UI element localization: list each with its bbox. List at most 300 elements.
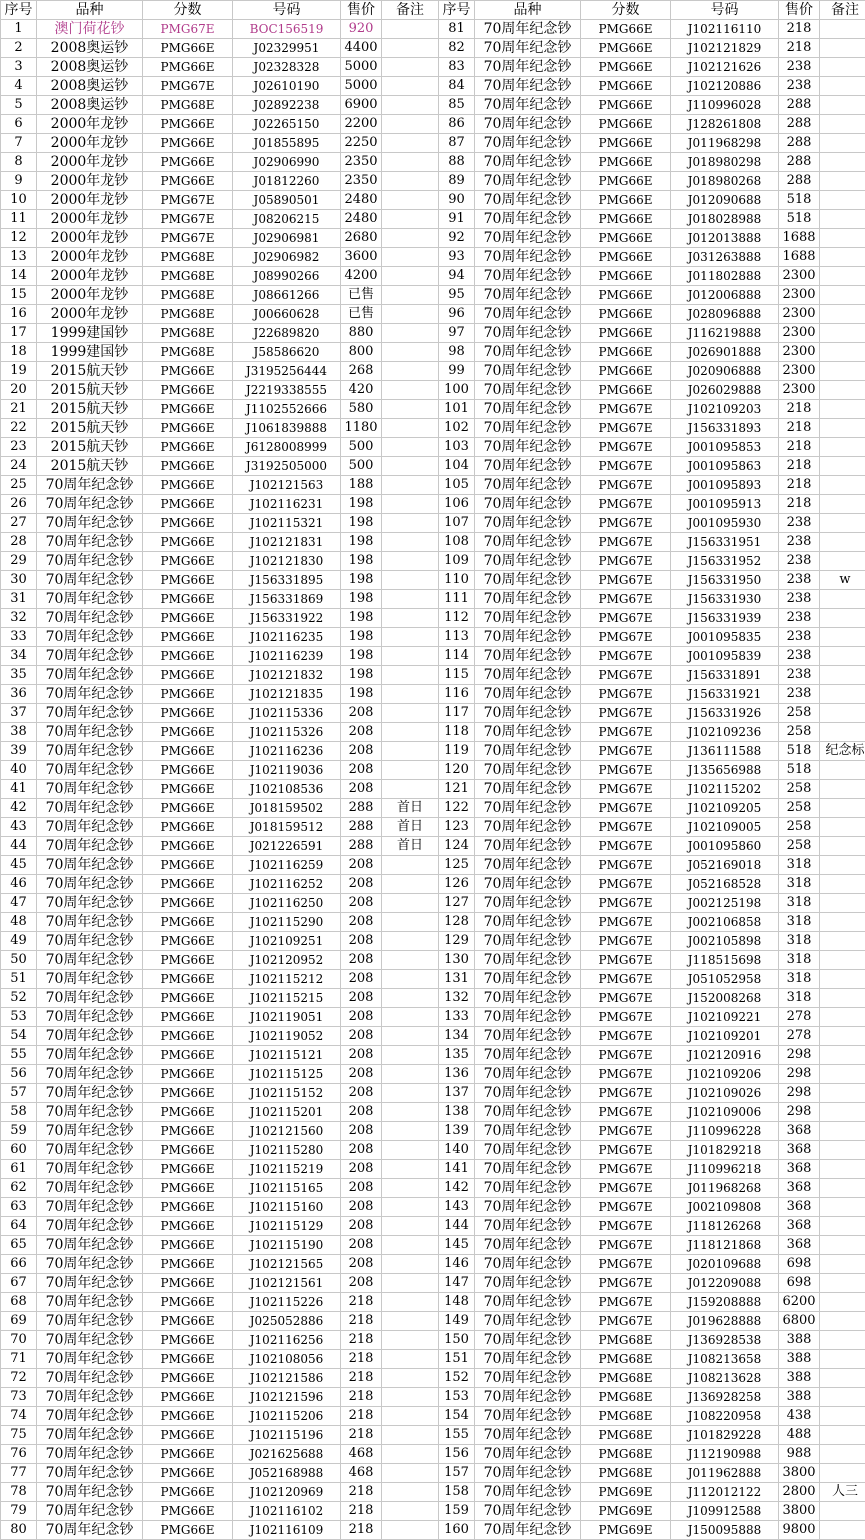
cell-price-left[interactable]: 6900 <box>341 96 382 115</box>
cell-index-left[interactable]: 46 <box>1 875 37 894</box>
cell-serial-right[interactable]: J156331921 <box>671 685 779 704</box>
cell-serial-left[interactable]: J102115226 <box>233 1293 341 1312</box>
cell-variety-right[interactable]: 70周年纪念钞 <box>475 400 581 419</box>
cell-grade-left[interactable]: PMG67E <box>143 20 233 39</box>
cell-grade-right[interactable]: PMG67E <box>581 1141 671 1160</box>
cell-serial-right[interactable]: J011962888 <box>671 1464 779 1483</box>
cell-grade-left[interactable]: PMG66E <box>143 685 233 704</box>
cell-index-left[interactable]: 51 <box>1 970 37 989</box>
cell-grade-left[interactable]: PMG66E <box>143 837 233 856</box>
cell-note-left[interactable] <box>382 153 439 172</box>
cell-grade-left[interactable]: PMG66E <box>143 1502 233 1521</box>
cell-variety-left[interactable]: 2000年龙钞 <box>37 305 143 324</box>
cell-note-right[interactable] <box>820 1388 865 1407</box>
cell-variety-left[interactable]: 70周年纪念钞 <box>37 1312 143 1331</box>
cell-price-left[interactable]: 208 <box>341 1084 382 1103</box>
cell-grade-right[interactable]: PMG67E <box>581 913 671 932</box>
cell-index-left[interactable]: 65 <box>1 1236 37 1255</box>
cell-variety-right[interactable]: 70周年纪念钞 <box>475 153 581 172</box>
cell-index-left[interactable]: 11 <box>1 210 37 229</box>
cell-note-right[interactable] <box>820 1293 865 1312</box>
cell-serial-right[interactable]: J156331926 <box>671 704 779 723</box>
cell-variety-left[interactable]: 70周年纪念钞 <box>37 1217 143 1236</box>
cell-note-left[interactable] <box>382 970 439 989</box>
cell-note-right[interactable] <box>820 134 865 153</box>
cell-grade-right[interactable]: PMG67E <box>581 438 671 457</box>
cell-variety-right[interactable]: 70周年纪念钞 <box>475 343 581 362</box>
cell-serial-left[interactable]: J156331869 <box>233 590 341 609</box>
cell-price-left[interactable]: 288 <box>341 799 382 818</box>
cell-variety-left[interactable]: 70周年纪念钞 <box>37 685 143 704</box>
cell-index-right[interactable]: 118 <box>439 723 475 742</box>
cell-index-left[interactable]: 56 <box>1 1065 37 1084</box>
cell-serial-left[interactable]: J6128008999 <box>233 438 341 457</box>
cell-note-left[interactable] <box>382 932 439 951</box>
cell-grade-left[interactable]: PMG66E <box>143 1483 233 1502</box>
cell-note-right[interactable] <box>820 1065 865 1084</box>
cell-index-left[interactable]: 4 <box>1 77 37 96</box>
cell-serial-right[interactable]: J001095835 <box>671 628 779 647</box>
cell-note-left[interactable] <box>382 1331 439 1350</box>
cell-note-right[interactable] <box>820 894 865 913</box>
cell-price-left[interactable]: 468 <box>341 1464 382 1483</box>
cell-variety-left[interactable]: 70周年纪念钞 <box>37 761 143 780</box>
cell-serial-left[interactable]: J021625688 <box>233 1445 341 1464</box>
cell-variety-right[interactable]: 70周年纪念钞 <box>475 1388 581 1407</box>
cell-note-left[interactable] <box>382 1426 439 1445</box>
cell-price-right[interactable]: 258 <box>779 799 820 818</box>
cell-variety-right[interactable]: 70周年纪念钞 <box>475 1464 581 1483</box>
cell-note-left[interactable] <box>382 704 439 723</box>
cell-serial-right[interactable]: J102109236 <box>671 723 779 742</box>
cell-note-right[interactable]: 人三 <box>820 1483 865 1502</box>
cell-grade-right[interactable]: PMG66E <box>581 248 671 267</box>
cell-variety-left[interactable]: 70周年纪念钞 <box>37 1483 143 1502</box>
cell-serial-left[interactable]: J22689820 <box>233 324 341 343</box>
cell-note-left[interactable] <box>382 58 439 77</box>
cell-variety-right[interactable]: 70周年纪念钞 <box>475 514 581 533</box>
cell-variety-right[interactable]: 70周年纪念钞 <box>475 685 581 704</box>
cell-note-right[interactable] <box>820 1179 865 1198</box>
cell-variety-right[interactable]: 70周年纪念钞 <box>475 248 581 267</box>
cell-serial-left[interactable]: J102115129 <box>233 1217 341 1236</box>
cell-variety-left[interactable]: 2008奥运钞 <box>37 58 143 77</box>
cell-grade-left[interactable]: PMG66E <box>143 780 233 799</box>
cell-serial-right[interactable]: J110996228 <box>671 1122 779 1141</box>
cell-serial-right[interactable]: J052168528 <box>671 875 779 894</box>
cell-price-right[interactable]: 368 <box>779 1198 820 1217</box>
cell-serial-right[interactable]: J112012122 <box>671 1483 779 1502</box>
cell-variety-left[interactable]: 70周年纪念钞 <box>37 571 143 590</box>
cell-price-left[interactable]: 268 <box>341 362 382 381</box>
cell-note-left[interactable] <box>382 438 439 457</box>
cell-serial-left[interactable]: J102108536 <box>233 780 341 799</box>
cell-price-left[interactable]: 218 <box>341 1331 382 1350</box>
cell-index-right[interactable]: 145 <box>439 1236 475 1255</box>
cell-price-right[interactable]: 318 <box>779 856 820 875</box>
cell-serial-right[interactable]: J135656988 <box>671 761 779 780</box>
cell-serial-right[interactable]: J118126268 <box>671 1217 779 1236</box>
cell-index-right[interactable]: 157 <box>439 1464 475 1483</box>
cell-variety-right[interactable]: 70周年纪念钞 <box>475 419 581 438</box>
cell-index-left[interactable]: 34 <box>1 647 37 666</box>
cell-note-left[interactable] <box>382 210 439 229</box>
cell-note-left[interactable] <box>382 1483 439 1502</box>
cell-variety-right[interactable]: 70周年纪念钞 <box>475 1027 581 1046</box>
cell-note-left[interactable] <box>382 1198 439 1217</box>
cell-grade-left[interactable]: PMG66E <box>143 39 233 58</box>
cell-grade-right[interactable]: PMG67E <box>581 1217 671 1236</box>
cell-grade-right[interactable]: PMG66E <box>581 58 671 77</box>
cell-variety-right[interactable]: 70周年纪念钞 <box>475 39 581 58</box>
cell-note-left[interactable] <box>382 1103 439 1122</box>
cell-price-left[interactable]: 208 <box>341 1255 382 1274</box>
cell-variety-right[interactable]: 70周年纪念钞 <box>475 799 581 818</box>
cell-serial-right[interactable]: J001095913 <box>671 495 779 514</box>
cell-serial-left[interactable]: J102115125 <box>233 1065 341 1084</box>
cell-variety-left[interactable]: 70周年纪念钞 <box>37 590 143 609</box>
cell-price-left[interactable]: 500 <box>341 438 382 457</box>
cell-note-left[interactable] <box>382 457 439 476</box>
cell-index-left[interactable]: 61 <box>1 1160 37 1179</box>
header-serial-left[interactable]: 号码 <box>233 1 341 20</box>
cell-serial-right[interactable]: J102115202 <box>671 780 779 799</box>
cell-price-right[interactable]: 318 <box>779 989 820 1008</box>
header-serial-right[interactable]: 号码 <box>671 1 779 20</box>
cell-price-right[interactable]: 388 <box>779 1350 820 1369</box>
cell-variety-left[interactable]: 2015航天钞 <box>37 419 143 438</box>
cell-variety-right[interactable]: 70周年纪念钞 <box>475 666 581 685</box>
cell-note-right[interactable] <box>820 970 865 989</box>
cell-index-right[interactable]: 122 <box>439 799 475 818</box>
cell-index-right[interactable]: 129 <box>439 932 475 951</box>
cell-note-left[interactable] <box>382 1521 439 1540</box>
cell-note-right[interactable] <box>820 1255 865 1274</box>
cell-price-left[interactable]: 198 <box>341 685 382 704</box>
cell-note-right[interactable] <box>820 1426 865 1445</box>
cell-serial-left[interactable]: J102116109 <box>233 1521 341 1540</box>
cell-variety-right[interactable]: 70周年纪念钞 <box>475 77 581 96</box>
cell-index-right[interactable]: 128 <box>439 913 475 932</box>
cell-price-right[interactable]: 218 <box>779 457 820 476</box>
cell-index-left[interactable]: 49 <box>1 932 37 951</box>
cell-index-left[interactable]: 78 <box>1 1483 37 1502</box>
cell-price-right[interactable]: 218 <box>779 476 820 495</box>
cell-index-left[interactable]: 58 <box>1 1103 37 1122</box>
cell-index-left[interactable]: 80 <box>1 1521 37 1540</box>
cell-serial-left[interactable]: J102115201 <box>233 1103 341 1122</box>
cell-price-left[interactable]: 208 <box>341 723 382 742</box>
cell-serial-left[interactable]: J102121563 <box>233 476 341 495</box>
cell-note-right[interactable] <box>820 1502 865 1521</box>
cell-price-left[interactable]: 218 <box>341 1502 382 1521</box>
cell-price-left[interactable]: 3600 <box>341 248 382 267</box>
cell-price-left[interactable]: 208 <box>341 1274 382 1293</box>
cell-grade-left[interactable]: PMG66E <box>143 742 233 761</box>
cell-note-left[interactable] <box>382 894 439 913</box>
cell-grade-left[interactable]: PMG66E <box>143 552 233 571</box>
cell-variety-left[interactable]: 70周年纪念钞 <box>37 533 143 552</box>
cell-variety-left[interactable]: 70周年纪念钞 <box>37 1065 143 1084</box>
cell-note-right[interactable] <box>820 1103 865 1122</box>
cell-variety-left[interactable]: 70周年纪念钞 <box>37 856 143 875</box>
cell-price-left[interactable]: 468 <box>341 1445 382 1464</box>
cell-index-right[interactable]: 106 <box>439 495 475 514</box>
cell-index-right[interactable]: 115 <box>439 666 475 685</box>
cell-index-right[interactable]: 84 <box>439 77 475 96</box>
cell-note-right[interactable] <box>820 77 865 96</box>
cell-variety-left[interactable]: 70周年纪念钞 <box>37 951 143 970</box>
cell-index-right[interactable]: 98 <box>439 343 475 362</box>
cell-index-left[interactable]: 10 <box>1 191 37 210</box>
cell-index-right[interactable]: 94 <box>439 267 475 286</box>
cell-index-right[interactable]: 153 <box>439 1388 475 1407</box>
cell-serial-left[interactable]: J3192505000 <box>233 457 341 476</box>
cell-variety-left[interactable]: 2015航天钞 <box>37 381 143 400</box>
cell-note-left[interactable] <box>382 1502 439 1521</box>
cell-note-right[interactable] <box>820 1027 865 1046</box>
cell-index-right[interactable]: 149 <box>439 1312 475 1331</box>
cell-note-left[interactable] <box>382 989 439 1008</box>
cell-grade-right[interactable]: PMG67E <box>581 685 671 704</box>
cell-index-right[interactable]: 137 <box>439 1084 475 1103</box>
cell-price-right[interactable]: 218 <box>779 20 820 39</box>
cell-serial-right[interactable]: J108213658 <box>671 1350 779 1369</box>
cell-price-left[interactable]: 198 <box>341 514 382 533</box>
cell-price-right[interactable]: 368 <box>779 1236 820 1255</box>
cell-variety-left[interactable]: 70周年纪念钞 <box>37 1445 143 1464</box>
cell-variety-left[interactable]: 70周年纪念钞 <box>37 647 143 666</box>
cell-price-left[interactable]: 2350 <box>341 153 382 172</box>
cell-index-left[interactable]: 20 <box>1 381 37 400</box>
cell-price-left[interactable]: 880 <box>341 324 382 343</box>
cell-serial-right[interactable]: J156331950 <box>671 571 779 590</box>
cell-grade-left[interactable]: PMG66E <box>143 913 233 932</box>
cell-serial-left[interactable]: J01855895 <box>233 134 341 153</box>
cell-grade-left[interactable]: PMG66E <box>143 1065 233 1084</box>
cell-note-right[interactable] <box>820 495 865 514</box>
cell-serial-left[interactable]: J102121830 <box>233 552 341 571</box>
cell-variety-right[interactable]: 70周年纪念钞 <box>475 96 581 115</box>
cell-note-right[interactable] <box>820 761 865 780</box>
cell-serial-right[interactable]: J001095863 <box>671 457 779 476</box>
cell-grade-right[interactable]: PMG66E <box>581 210 671 229</box>
cell-note-right[interactable] <box>820 210 865 229</box>
cell-serial-left[interactable]: J102116235 <box>233 628 341 647</box>
cell-variety-left[interactable]: 70周年纪念钞 <box>37 875 143 894</box>
cell-grade-left[interactable]: PMG66E <box>143 590 233 609</box>
cell-variety-right[interactable]: 70周年纪念钞 <box>475 1084 581 1103</box>
cell-price-left[interactable]: 5000 <box>341 58 382 77</box>
cell-price-left[interactable]: 218 <box>341 1312 382 1331</box>
cell-index-right[interactable]: 148 <box>439 1293 475 1312</box>
cell-grade-right[interactable]: PMG67E <box>581 742 671 761</box>
cell-price-right[interactable]: 238 <box>779 628 820 647</box>
cell-grade-left[interactable]: PMG66E <box>143 533 233 552</box>
cell-grade-right[interactable]: PMG67E <box>581 609 671 628</box>
cell-variety-left[interactable]: 70周年纪念钞 <box>37 894 143 913</box>
cell-variety-left[interactable]: 70周年纪念钞 <box>37 1426 143 1445</box>
cell-variety-right[interactable]: 70周年纪念钞 <box>475 495 581 514</box>
cell-variety-right[interactable]: 70周年纪念钞 <box>475 989 581 1008</box>
cell-index-left[interactable]: 39 <box>1 742 37 761</box>
cell-variety-left[interactable]: 70周年纪念钞 <box>37 495 143 514</box>
cell-index-right[interactable]: 101 <box>439 400 475 419</box>
cell-price-right[interactable]: 988 <box>779 1445 820 1464</box>
cell-variety-right[interactable]: 70周年纪念钞 <box>475 856 581 875</box>
cell-variety-left[interactable]: 2015航天钞 <box>37 362 143 381</box>
cell-note-left[interactable] <box>382 533 439 552</box>
cell-serial-right[interactable]: J001095839 <box>671 647 779 666</box>
cell-variety-right[interactable]: 70周年纪念钞 <box>475 780 581 799</box>
cell-grade-left[interactable]: PMG66E <box>143 1293 233 1312</box>
cell-grade-left[interactable]: PMG66E <box>143 761 233 780</box>
cell-grade-right[interactable]: PMG68E <box>581 1445 671 1464</box>
cell-index-left[interactable]: 44 <box>1 837 37 856</box>
cell-grade-left[interactable]: PMG66E <box>143 134 233 153</box>
cell-note-left[interactable] <box>382 647 439 666</box>
cell-note-left[interactable] <box>382 1293 439 1312</box>
cell-grade-left[interactable]: PMG66E <box>143 723 233 742</box>
cell-variety-right[interactable]: 70周年纪念钞 <box>475 1065 581 1084</box>
cell-serial-right[interactable]: J002106858 <box>671 913 779 932</box>
cell-index-left[interactable]: 12 <box>1 229 37 248</box>
cell-serial-left[interactable]: J102116259 <box>233 856 341 875</box>
cell-serial-right[interactable]: J102109206 <box>671 1065 779 1084</box>
cell-price-right[interactable]: 238 <box>779 552 820 571</box>
cell-price-right[interactable]: 218 <box>779 400 820 419</box>
cell-index-left[interactable]: 79 <box>1 1502 37 1521</box>
cell-variety-left[interactable]: 70周年纪念钞 <box>37 1046 143 1065</box>
cell-price-right[interactable]: 368 <box>779 1179 820 1198</box>
cell-variety-left[interactable]: 70周年纪念钞 <box>37 913 143 932</box>
cell-variety-right[interactable]: 70周年纪念钞 <box>475 324 581 343</box>
cell-grade-left[interactable]: PMG66E <box>143 628 233 647</box>
cell-serial-right[interactable]: J101829218 <box>671 1141 779 1160</box>
cell-price-right[interactable]: 278 <box>779 1027 820 1046</box>
cell-variety-right[interactable]: 70周年纪念钞 <box>475 1046 581 1065</box>
cell-variety-left[interactable]: 70周年纪念钞 <box>37 1274 143 1293</box>
cell-variety-left[interactable]: 70周年纪念钞 <box>37 1084 143 1103</box>
cell-serial-right[interactable]: J101829228 <box>671 1426 779 1445</box>
cell-serial-left[interactable]: J102121560 <box>233 1122 341 1141</box>
cell-note-right[interactable] <box>820 685 865 704</box>
cell-note-right[interactable] <box>820 96 865 115</box>
cell-index-right[interactable]: 130 <box>439 951 475 970</box>
cell-grade-right[interactable]: PMG67E <box>581 628 671 647</box>
cell-variety-left[interactable]: 2000年龙钞 <box>37 191 143 210</box>
cell-note-left[interactable] <box>382 666 439 685</box>
cell-grade-left[interactable]: PMG68E <box>143 286 233 305</box>
cell-price-left[interactable]: 198 <box>341 666 382 685</box>
cell-note-right[interactable] <box>820 305 865 324</box>
cell-grade-right[interactable]: PMG68E <box>581 1464 671 1483</box>
cell-grade-left[interactable]: PMG68E <box>143 343 233 362</box>
cell-note-right[interactable] <box>820 1445 865 1464</box>
cell-index-right[interactable]: 151 <box>439 1350 475 1369</box>
cell-variety-left[interactable]: 70周年纪念钞 <box>37 1141 143 1160</box>
cell-variety-left[interactable]: 1999建国钞 <box>37 343 143 362</box>
cell-index-right[interactable]: 90 <box>439 191 475 210</box>
cell-index-left[interactable]: 71 <box>1 1350 37 1369</box>
cell-serial-right[interactable]: J028096888 <box>671 305 779 324</box>
cell-variety-left[interactable]: 70周年纪念钞 <box>37 704 143 723</box>
cell-note-right[interactable] <box>820 1217 865 1236</box>
cell-note-right[interactable] <box>820 913 865 932</box>
cell-grade-right[interactable]: PMG67E <box>581 837 671 856</box>
cell-price-right[interactable]: 368 <box>779 1217 820 1236</box>
cell-note-left[interactable] <box>382 96 439 115</box>
cell-serial-right[interactable]: J012006888 <box>671 286 779 305</box>
cell-variety-left[interactable]: 2000年龙钞 <box>37 286 143 305</box>
cell-price-left[interactable]: 208 <box>341 761 382 780</box>
cell-serial-right[interactable]: J011968268 <box>671 1179 779 1198</box>
cell-grade-right[interactable]: PMG67E <box>581 1027 671 1046</box>
cell-index-left[interactable]: 70 <box>1 1331 37 1350</box>
cell-grade-left[interactable]: PMG66E <box>143 400 233 419</box>
cell-price-left[interactable]: 198 <box>341 552 382 571</box>
cell-note-left[interactable] <box>382 1179 439 1198</box>
cell-index-right[interactable]: 87 <box>439 134 475 153</box>
cell-price-left[interactable]: 500 <box>341 457 382 476</box>
cell-serial-right[interactable]: J031263888 <box>671 248 779 267</box>
cell-grade-left[interactable]: PMG66E <box>143 1122 233 1141</box>
cell-grade-left[interactable]: PMG68E <box>143 305 233 324</box>
cell-serial-left[interactable]: J102115190 <box>233 1236 341 1255</box>
cell-price-right[interactable]: 288 <box>779 153 820 172</box>
cell-serial-right[interactable]: J002109808 <box>671 1198 779 1217</box>
cell-price-left[interactable]: 218 <box>341 1293 382 1312</box>
cell-grade-left[interactable]: PMG67E <box>143 191 233 210</box>
cell-price-right[interactable]: 258 <box>779 780 820 799</box>
cell-index-right[interactable]: 136 <box>439 1065 475 1084</box>
cell-index-left[interactable]: 37 <box>1 704 37 723</box>
header-note-right[interactable]: 备注 <box>820 1 865 20</box>
cell-index-right[interactable]: 116 <box>439 685 475 704</box>
cell-price-right[interactable]: 388 <box>779 1388 820 1407</box>
cell-serial-left[interactable]: J102116252 <box>233 875 341 894</box>
cell-variety-left[interactable]: 2000年龙钞 <box>37 248 143 267</box>
cell-grade-right[interactable]: PMG67E <box>581 704 671 723</box>
cell-note-right[interactable] <box>820 1331 865 1350</box>
cell-serial-right[interactable]: J020109688 <box>671 1255 779 1274</box>
cell-grade-left[interactable]: PMG66E <box>143 419 233 438</box>
cell-note-right[interactable] <box>820 552 865 571</box>
cell-grade-right[interactable]: PMG66E <box>581 343 671 362</box>
cell-note-right[interactable] <box>820 1312 865 1331</box>
cell-index-left[interactable]: 27 <box>1 514 37 533</box>
cell-price-left[interactable]: 218 <box>341 1483 382 1502</box>
cell-serial-left[interactable]: J02329951 <box>233 39 341 58</box>
cell-variety-right[interactable]: 70周年纪念钞 <box>475 1008 581 1027</box>
cell-price-right[interactable]: 368 <box>779 1122 820 1141</box>
cell-serial-left[interactable]: J102115290 <box>233 913 341 932</box>
cell-index-left[interactable]: 42 <box>1 799 37 818</box>
cell-serial-right[interactable]: J110996218 <box>671 1160 779 1179</box>
cell-index-right[interactable]: 126 <box>439 875 475 894</box>
cell-variety-right[interactable]: 70周年纪念钞 <box>475 533 581 552</box>
cell-serial-right[interactable]: J002125198 <box>671 894 779 913</box>
cell-price-right[interactable]: 6200 <box>779 1293 820 1312</box>
cell-variety-right[interactable]: 70周年纪念钞 <box>475 457 581 476</box>
cell-serial-right[interactable]: J011802888 <box>671 267 779 286</box>
cell-note-right[interactable] <box>820 286 865 305</box>
cell-price-left[interactable]: 198 <box>341 571 382 590</box>
cell-note-right[interactable] <box>820 381 865 400</box>
cell-price-right[interactable]: 368 <box>779 1141 820 1160</box>
cell-variety-right[interactable]: 70周年纪念钞 <box>475 1198 581 1217</box>
cell-grade-right[interactable]: PMG67E <box>581 875 671 894</box>
